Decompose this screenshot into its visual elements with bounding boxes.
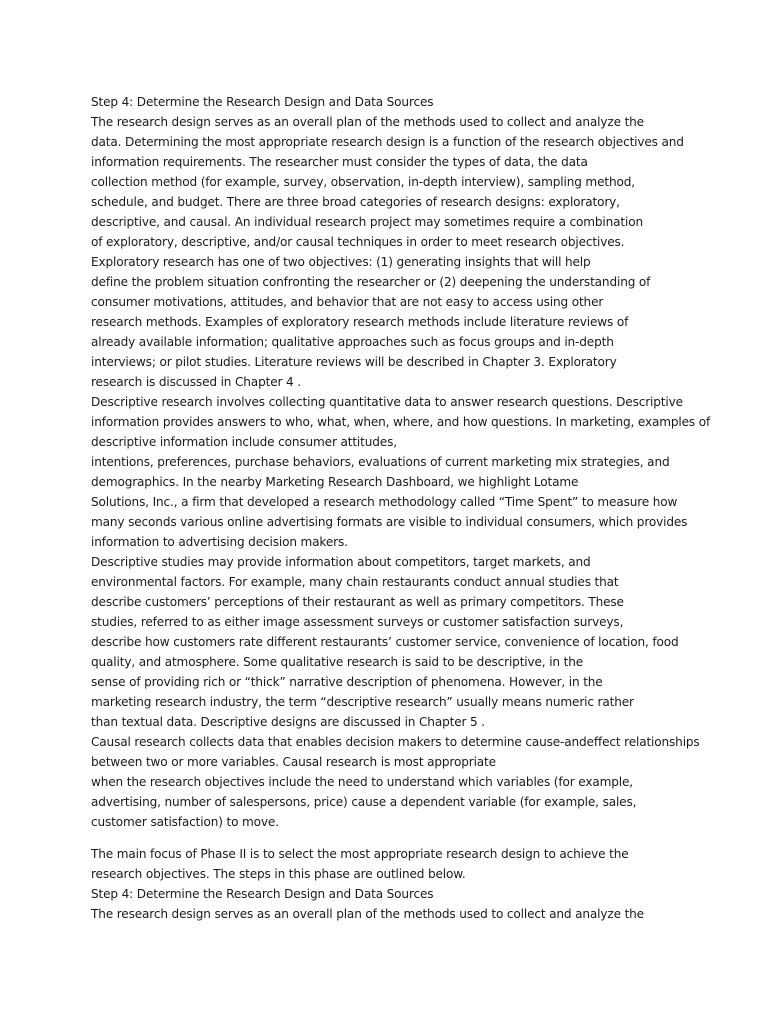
text-line: descriptive, and causal. An individual research project may sometimes require a combination bbox=[91, 215, 643, 229]
text-line: The research design serves as an overall plan of the methods used to collect and analyze the bbox=[91, 115, 644, 129]
text-line: than textual data. Descriptive designs are discussed in Chapter 5 . bbox=[91, 715, 485, 729]
text-line: Step 4: Determine the Research Design and Data Sources bbox=[91, 887, 434, 901]
text-line: schedule, and budget. There are three broad categories of research designs: exploratory, bbox=[91, 195, 620, 209]
text-line: between two or more variables. Causal research is most appropriate bbox=[91, 755, 496, 769]
text-line: sense of providing rich or “thick” narrative description of phenomena. However, in the bbox=[91, 675, 603, 689]
text-line: marketing research industry, the term “descriptive research” usually means numeric rather bbox=[91, 695, 634, 709]
text-line: describe customers’ perceptions of their restaurant as well as primary competitors. These bbox=[91, 595, 624, 609]
text-line: The main focus of Phase II is to select the most appropriate research design to achieve the bbox=[91, 847, 629, 861]
text-line: Step 4: Determine the Research Design and Data Sources bbox=[91, 95, 434, 109]
text-section-1 bbox=[91, 92, 731, 832]
text-section-2 bbox=[91, 844, 731, 924]
text-line: Solutions, Inc., a firm that developed a research methodology called “Time Spent” to measure how bbox=[91, 495, 678, 509]
paragraph-gap bbox=[91, 832, 731, 844]
text-line: consumer motivations, attitudes, and behavior that are not easy to access using other bbox=[91, 295, 604, 309]
text-line: intentions, preferences, purchase behaviors, evaluations of current marketing mix strategies, and bbox=[91, 455, 670, 469]
text-line: descriptive information include consumer attitudes, bbox=[91, 435, 397, 449]
text-line: studies, referred to as either image assessment surveys or customer satisfaction surveys, bbox=[91, 615, 624, 629]
text-line: The research design serves as an overall plan of the methods used to collect and analyze the bbox=[91, 907, 644, 921]
text-line: research is discussed in Chapter 4 . bbox=[91, 375, 301, 389]
text-line: when the research objectives include the need to understand which variables (for example, bbox=[91, 775, 633, 789]
text-line: demographics. In the nearby Marketing Research Dashboard, we highlight Lotame bbox=[91, 475, 579, 489]
text-line: already available information; qualitative approaches such as focus groups and in-depth bbox=[91, 335, 614, 349]
text-line: collection method (for example, survey, observation, in-depth interview), sampling method, bbox=[91, 175, 635, 189]
text-line: research methods. Examples of exploratory research methods include literature reviews of bbox=[91, 315, 629, 329]
text-line: data. Determining the most appropriate research design is a function of the research objectives and bbox=[91, 135, 684, 149]
text-line: information requirements. The researcher must consider the types of data, the data bbox=[91, 155, 588, 169]
text-line: information provides answers to who, what, when, where, and how questions. In marketing, examples of bbox=[91, 415, 711, 429]
text-line: Descriptive studies may provide information about competitors, target markets, and bbox=[91, 555, 591, 569]
text-line: interviews; or pilot studies. Literature reviews will be described in Chapter 3. Exploratory bbox=[91, 355, 617, 369]
text-line: customer satisfaction) to move. bbox=[91, 815, 279, 829]
text-line: quality, and atmosphere. Some qualitative research is said to be descriptive, in the bbox=[91, 655, 584, 669]
text-line: Causal research collects data that enables decision makers to determine cause-andeffect relationships bbox=[91, 735, 700, 749]
text-line: environmental factors. For example, many chain restaurants conduct annual studies that bbox=[91, 575, 619, 589]
text-line: describe how customers rate different restaurants’ customer service, convenience of location, food bbox=[91, 635, 679, 649]
text-line: of exploratory, descriptive, and/or causal techniques in order to meet research objectives. bbox=[91, 235, 625, 249]
text-line: many seconds various online advertising formats are visible to individual consumers, which provides bbox=[91, 515, 688, 529]
text-line: Exploratory research has one of two objectives: (1) generating insights that will help bbox=[91, 255, 591, 269]
text-line: information to advertising decision makers. bbox=[91, 535, 348, 549]
text-line: define the problem situation confronting the researcher or (2) deepening the understanding of bbox=[91, 275, 651, 289]
text-line: research objectives. The steps in this phase are outlined below. bbox=[91, 867, 466, 881]
text-line: Descriptive research involves collecting quantitative data to answer research questions. Descriptive bbox=[91, 395, 683, 409]
document-body bbox=[91, 92, 731, 924]
text-line: advertising, number of salespersons, price) cause a dependent variable (for example, sales, bbox=[91, 795, 637, 809]
